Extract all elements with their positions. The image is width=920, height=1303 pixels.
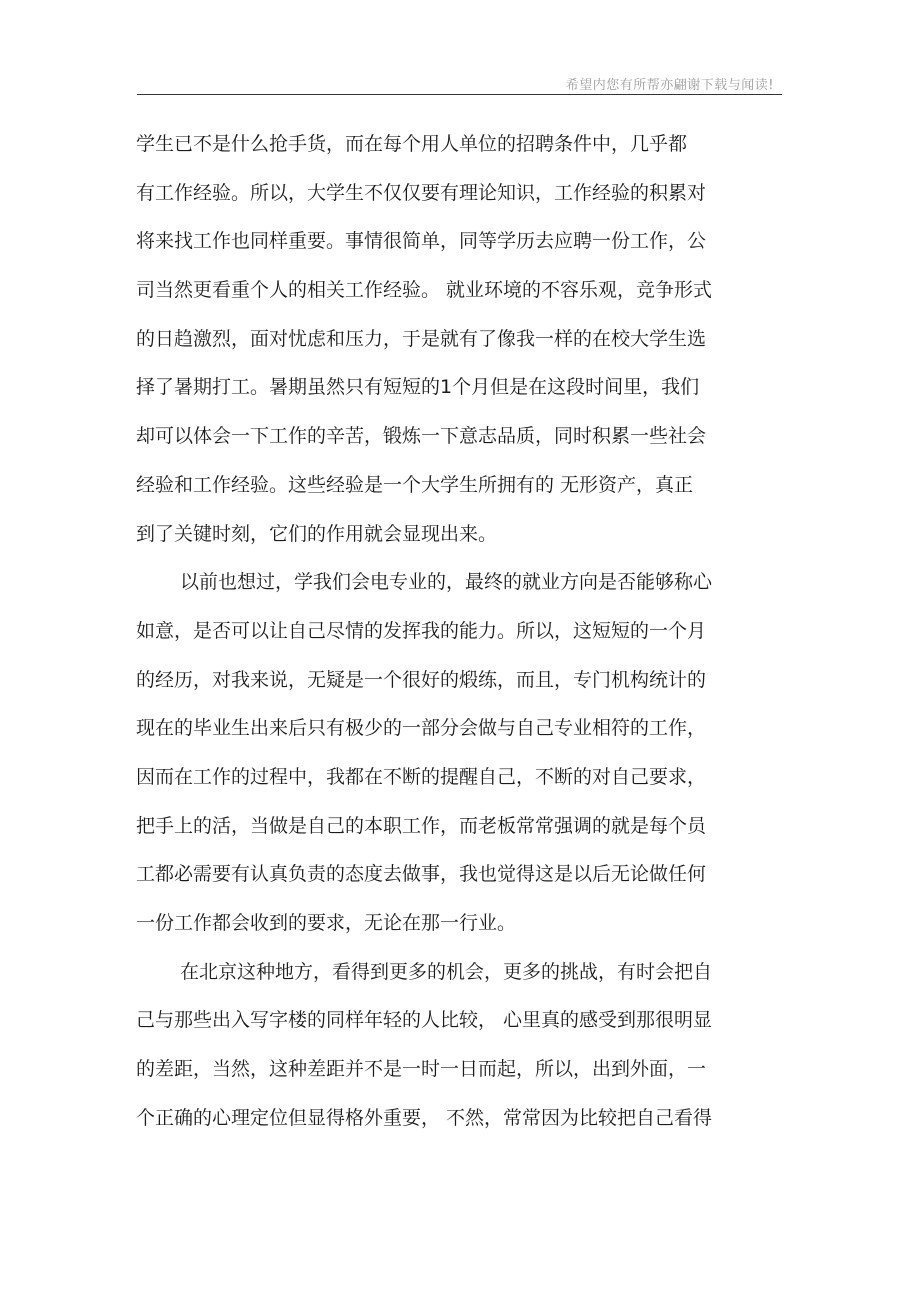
text-line: 工都必需要有认真负责的态度去做事，我也觉得这是以后无论做任何 (136, 863, 707, 886)
text-line: 现在的毕业生出来后只有极少的一部分会做与自己专业相符的工作， (136, 717, 707, 740)
text-line: 个正确的心理定位但显得格外重要， 不然，常常因为比较把自己看得 (136, 1106, 713, 1129)
text-line: 择了暑期打工。暑期虽然只有短短的1个月但是在这段时间里，我们 (136, 376, 700, 399)
text-line: 的差距，当然，这种差距并不是一时一日而起，所以，出到外面，一 (136, 1058, 707, 1081)
text-line: 学生已不是什么抢手货，而在每个用人单位的招聘条件中，几乎都 (136, 133, 688, 155)
paragraph-start-line: 以前也想过，学我们会电专业的，最终的就业方向是否能够称心 (180, 571, 713, 594)
text-line: 到了关键时刻，它们的作用就会显现出来。 (136, 522, 498, 545)
header-rule (137, 94, 782, 95)
text-line: 却可以体会一下工作的辛苦，锻炼一下意志品质，同时积累一些社会 (136, 425, 707, 448)
document-body (136, 124, 761, 1146)
text-line: 司当然更看重个人的相关工作经验。 就业环境的不容乐观，竞争形式 (136, 279, 713, 302)
text-line: 有工作经验。所以，大学生不仅仅要有理论知识，工作经验的积累对 (136, 181, 707, 204)
text-line: 把手上的活，当做是自己的本职工作，而老板常常强调的就是每个员 (136, 814, 707, 837)
text-line: 的经历，对我来说，无疑是一个很好的煅练，而且，专门机构统计的 (136, 668, 707, 691)
text-line: 的日趋激烈，面对忧虑和压力，于是就有了像我一样的在校大学生选 (136, 327, 707, 350)
paragraph-start-line: 在北京这种地方，看得到更多的机会，更多的挑战，有时会把自 (180, 960, 713, 983)
text-line: 因而在工作的过程中，我都在不断的提醒自己，不断的对自己要求， (136, 765, 707, 788)
text-line: 经验和工作经验。这些经验是一个大学生所拥有的 无形资产，真正 (136, 473, 694, 496)
text-line: 己与那些出入写字楼的同样年轻的人比较， 心里真的感受到那很明显 (136, 1009, 713, 1032)
text-line: 一份工作都会收到的要求，无论在那一行业。 (136, 912, 517, 934)
text-line: 将来找工作也同样重要。事情很简单，同等学历去应聘一份工作，公 (136, 230, 707, 253)
header-note: 希望内您有所帮亦翩谢下载与闻读! (565, 78, 774, 93)
text-line: 如意，是否可以让自己尽情的发挥我的能力。所以，这短短的一个月 (136, 619, 707, 642)
